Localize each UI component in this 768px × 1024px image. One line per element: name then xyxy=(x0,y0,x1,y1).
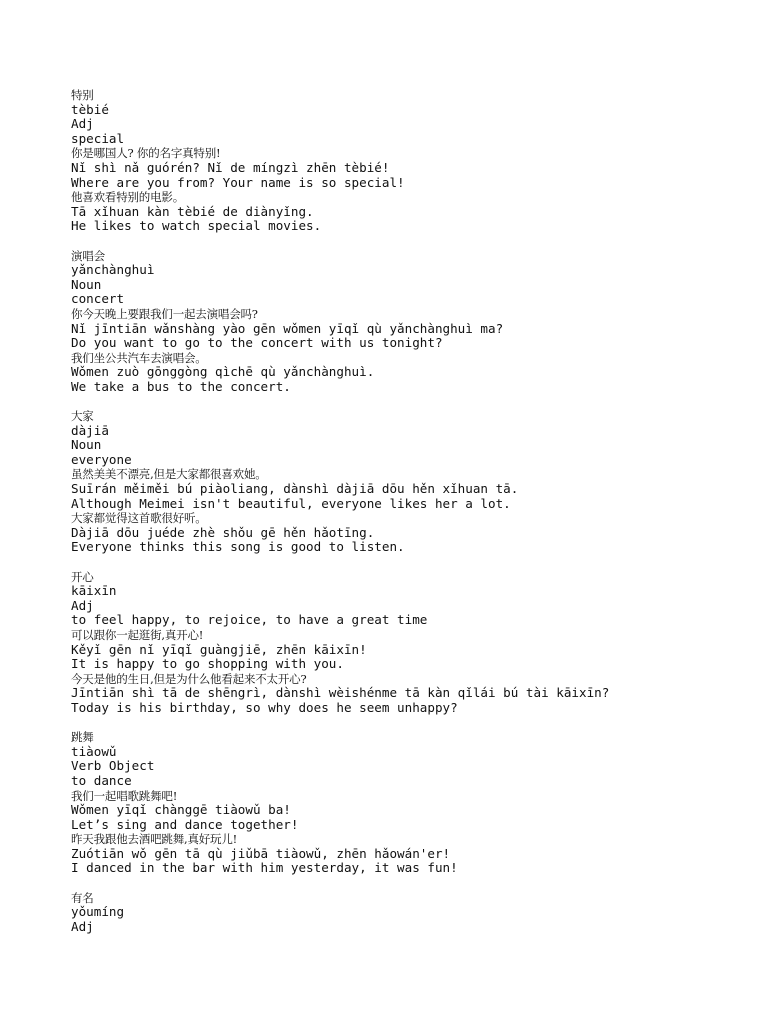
example-pinyin: Zuótiān wǒ gēn tā qù jiǔbā tiàowǔ, zhēn hǎowán'er! xyxy=(71,845,451,861)
example-pinyin: Wǒmen yīqǐ chànggē tiàowǔ ba! xyxy=(71,802,291,818)
entry-hanzi: 有名 xyxy=(71,890,94,905)
example-english: I danced in the bar with him yesterday, it was fun! xyxy=(71,860,458,876)
example-pinyin: Tā xǐhuan kàn tèbié de diànyǐng. xyxy=(71,203,314,219)
entry-pinyin: dàjiā xyxy=(71,422,109,438)
entry-meaning: concert xyxy=(71,291,125,307)
example-english: Let’s sing and dance together! xyxy=(71,816,299,832)
example-english: Although Meimei isn't beautiful, everyone likes her a lot. xyxy=(71,495,511,511)
example-english: Everyone thinks this song is good to listen. xyxy=(71,539,405,555)
example-pinyin: Suīrán měiměi bú piàoliang, dànshì dàjiā dōu hěn xǐhuan tā. xyxy=(71,481,519,497)
example-hanzi: 大家都觉得这首歌很好听。 xyxy=(71,511,207,526)
vocab-entry-yanchanghui xyxy=(71,249,751,395)
example-pinyin: Wǒmen zuò gōnggòng qìchē qù yǎnchànghuì. xyxy=(71,364,375,380)
example-english: Do you want to go to the concert with us tonight? xyxy=(71,335,443,351)
entry-meaning: to dance xyxy=(71,772,132,788)
vocab-entry-kaixin xyxy=(71,570,751,716)
example-pinyin: Nǐ jīntiān wǎnshàng yào gēn wǒmen yīqǐ qù yǎnchànghuì ma? xyxy=(71,320,504,336)
example-english: Today is his birthday, so why does he seem unhappy? xyxy=(71,699,458,715)
entry-meaning: special xyxy=(71,130,125,146)
entry-hanzi: 跳舞 xyxy=(71,730,94,745)
entry-hanzi: 演唱会 xyxy=(71,248,105,263)
entry-meaning: everyone xyxy=(71,451,132,467)
entry-part-of-speech: Adj xyxy=(71,597,94,613)
example-pinyin: Jīntiān shì tā de shēngrì, dànshì wèishénme tā kàn qǐlái bú tài kāixīn? xyxy=(71,685,610,701)
entry-hanzi: 开心 xyxy=(71,569,94,584)
entry-pinyin: kāixīn xyxy=(71,583,117,599)
example-english: It is happy to go shopping with you. xyxy=(71,656,344,672)
example-pinyin: Kěyǐ gēn nǐ yīqǐ guàngjiē, zhēn kāixīn! xyxy=(71,641,367,657)
example-pinyin: Nǐ shì nǎ guórén? Nǐ de míngzì zhēn tèbié! xyxy=(71,159,390,175)
example-hanzi: 我们一起唱歌跳舞吧! xyxy=(71,788,178,803)
entry-part-of-speech: Adj xyxy=(71,918,94,934)
entry-hanzi: 大家 xyxy=(71,409,94,424)
example-pinyin: Dàjiā dōu juéde zhè shǒu gē hěn hǎotīng. xyxy=(71,524,375,540)
example-english: We take a bus to the concert. xyxy=(71,378,291,394)
vocab-entry-dajia xyxy=(71,409,751,555)
example-english: He likes to watch special movies. xyxy=(71,218,322,234)
example-hanzi: 他喜欢看特别的电影。 xyxy=(71,190,184,205)
entry-meaning: to feel happy, to rejoice, to have a great time xyxy=(71,612,428,628)
example-hanzi: 虽然美美不漂亮,但是大家都很喜欢她。 xyxy=(71,467,267,482)
example-hanzi: 今天是他的生日,但是为什么他看起来不太开心? xyxy=(71,671,307,686)
entry-pinyin: yǎnchànghuì xyxy=(71,262,155,278)
vocab-entry-tebie xyxy=(71,88,751,234)
example-english: Where are you from? Your name is so special! xyxy=(71,174,405,190)
vocabulary-list xyxy=(71,88,751,949)
entry-part-of-speech: Verb Object xyxy=(71,758,155,774)
entry-part-of-speech: Noun xyxy=(71,276,102,292)
example-hanzi: 你今天晚上要跟我们一起去演唱会吗? xyxy=(71,306,258,321)
vocab-entry-tiaowu xyxy=(71,730,751,876)
entry-pinyin: yǒumíng xyxy=(71,904,125,920)
entry-hanzi: 特别 xyxy=(71,88,94,102)
example-hanzi: 我们坐公共汽车去演唱会。 xyxy=(71,350,207,365)
example-hanzi: 你是哪国人? 你的名字真特别! xyxy=(71,146,221,161)
entry-pinyin: tiàowǔ xyxy=(71,743,117,759)
example-hanzi: 可以跟你一起逛街,真开心! xyxy=(71,627,204,642)
entry-pinyin: tèbié xyxy=(71,101,109,117)
entry-part-of-speech: Adj xyxy=(71,116,94,132)
vocab-entry-youming xyxy=(71,891,751,935)
example-hanzi: 昨天我跟他去酒吧跳舞,真好玩儿! xyxy=(71,832,238,847)
entry-part-of-speech: Noun xyxy=(71,437,102,453)
